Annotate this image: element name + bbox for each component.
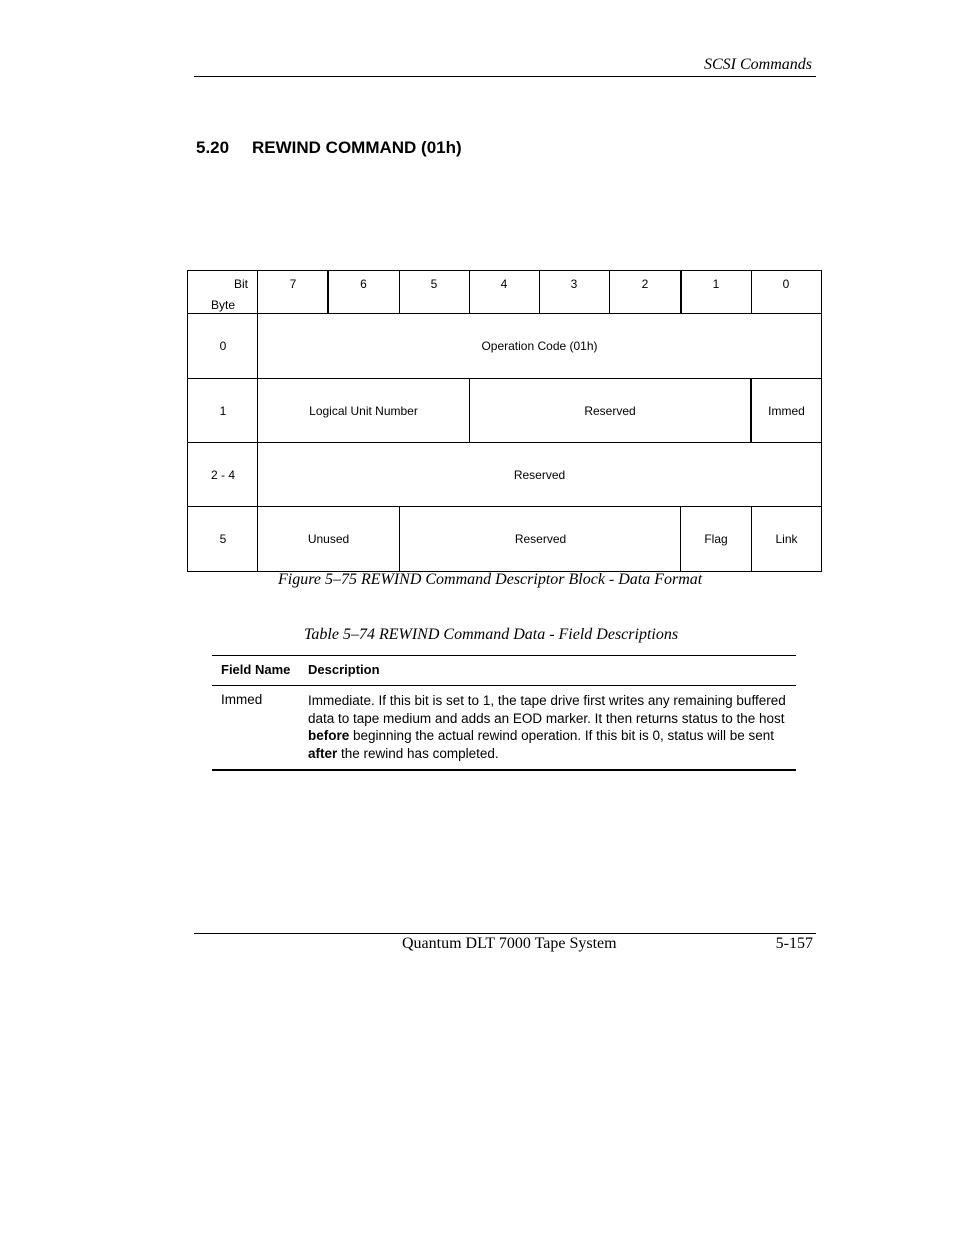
description-cell [308, 692, 788, 762]
header-rule [194, 76, 816, 77]
description-text: the rewind has completed. [337, 745, 499, 761]
field-logical-unit-number: Logical Unit Number [309, 403, 418, 418]
description-text: beginning the actual rewind operation. If this bit is 0, status will be sent [349, 728, 775, 743]
header-field-name: Field Name [221, 662, 291, 677]
bit-number: 6 [360, 277, 367, 291]
field-reserved: Reserved [513, 467, 566, 482]
section-number: 5.20 [196, 138, 230, 157]
field-flag: Flag [704, 532, 728, 546]
byte-number: 0 [219, 339, 227, 353]
bit-number: 3 [570, 277, 578, 291]
field-operation-code: Operation Code (01h) [481, 339, 598, 353]
section-heading [196, 138, 462, 158]
figure-caption: Figure 5–75 REWIND Command Descriptor Block - Data Format [278, 571, 703, 588]
footer-title: Quantum DLT 7000 Tape System [402, 935, 617, 952]
bit-number: 0 [782, 277, 790, 291]
table-caption: Table 5–74 REWIND Command Data - Field Descriptions [304, 626, 679, 643]
field-name-cell: Immed [221, 692, 263, 707]
field-unused: Unused [307, 532, 350, 546]
byte-number: 2 - 4 [210, 467, 235, 482]
byte-number: 1 [219, 403, 227, 418]
description-emphasis: after [308, 745, 338, 761]
byte-number: 5 [219, 532, 227, 546]
header-description: Description [308, 662, 380, 677]
bit-number: 4 [500, 277, 508, 291]
section-title: REWIND COMMAND (01h) [252, 138, 462, 157]
page-number: 5-157 [775, 935, 813, 952]
table-header-row [212, 655, 796, 686]
bit-number: 7 [289, 277, 297, 291]
field-reserved: Reserved [514, 532, 567, 546]
bit-number: 2 [641, 277, 649, 291]
field-immed: Immed [768, 403, 805, 418]
table-row [212, 686, 796, 771]
description-text: Immediate. If this bit is set to 1, the tape drive first writes any remaining buffered data to tape medium and adds an EOD marker. It then returns status to the host [308, 693, 786, 726]
description-emphasis: before [308, 728, 350, 743]
cdb-format-diagram [187, 270, 822, 572]
bit-label: Bit [233, 277, 248, 291]
bit-number: 1 [712, 277, 720, 291]
bit-number: 5 [430, 277, 438, 291]
field-reserved: Reserved [584, 403, 636, 418]
running-header: SCSI Commands [703, 56, 812, 73]
footer-rule [194, 933, 816, 934]
field-link: Link [775, 532, 798, 546]
byte-label: Byte [210, 298, 235, 312]
